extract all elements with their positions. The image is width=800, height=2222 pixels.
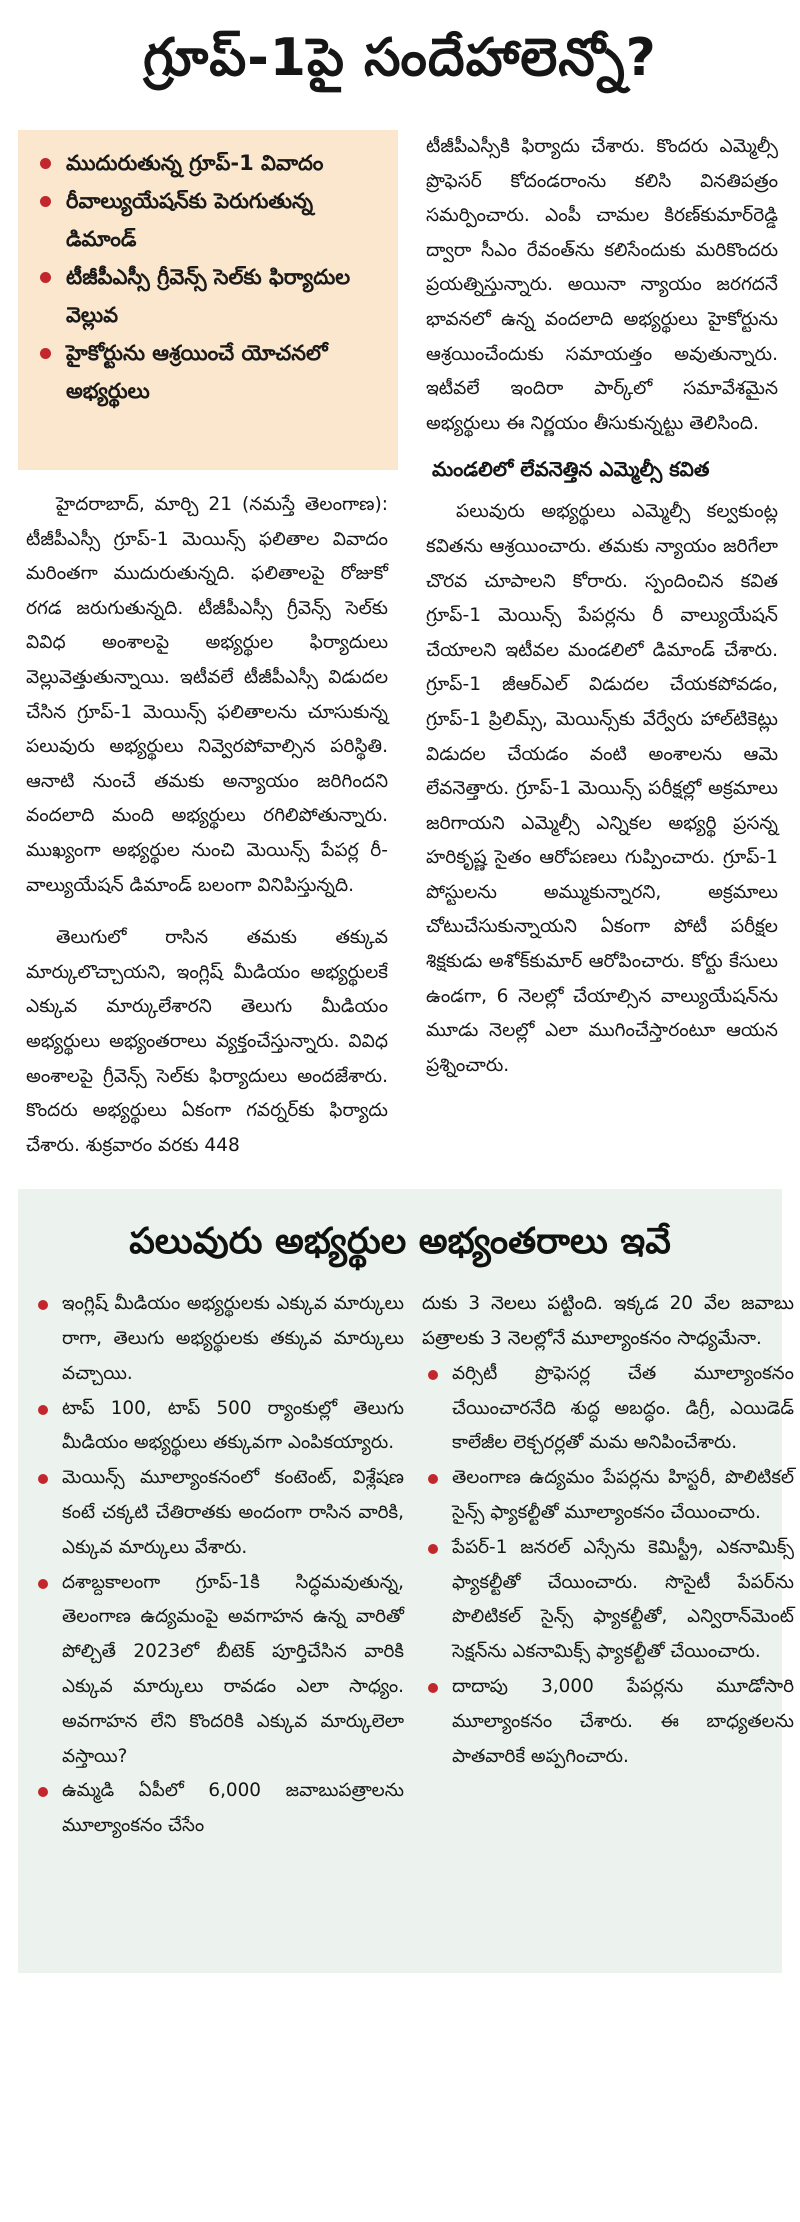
objection-item: మెయిన్స్ మూల్యాంకనంలో కంటెంట్, విశ్లేషణ కంటే చక్కటి చేతిరాతకు అందంగా రాసిన వారికి, ఎక్కువ మార్కులు వేశారు. (32, 1461, 404, 1565)
highlight-item: రీవాల్యుయేషన్‌కు పెరుగుతున్న డిమాండ్ (36, 182, 382, 258)
objection-item: టాప్ 100, టాప్ 500 ర్యాంకుల్లో తెలుగు మీడియం అభ్యర్థులు తక్కువగా ఎంపికయ్యారు. (32, 1392, 404, 1462)
highlight-item: హైకోర్టును ఆశ్రయించే యోచనలో అభ్యర్థులు (36, 334, 382, 410)
objection-item: వర్సిటీ ప్రొఫెసర్ల చేత మూల్యాంకనం చేయించారనేది శుద్ధ అబద్ధం. డిగ్రీ, ఎయిడెడ్ కాలేజీల లెక్చరర్లతో మమ అనిపించేశారు. (422, 1357, 794, 1461)
objections-right-column (422, 1287, 794, 1844)
highlight-item: టీజీపీఎస్సీ గ్రీవెన్స్ సెల్‌కు ఫిర్యాదుల వెల్లువ (36, 258, 382, 334)
objection-item: దాదాపు 3,000 పేపర్లను మూడోసారి మూల్యాంకనం చేశారు. ఈ బాధ్యతలను పాతవారికే అప్పగించారు. (422, 1670, 794, 1774)
highlight-item: ముదురుతున్న గ్రూప్-1 వివాదం (36, 144, 382, 182)
objections-left-column (32, 1287, 404, 1844)
article-paragraph: టీజీపీఎస్సీకి ఫిర్యాదు చేశారు. కొందరు ఎమ్మెల్సీ ప్రొఫెసర్ కోదండరాంను కలిసి వినతిపత్రం సమర్పించారు. ఎంపీ చామల కిరణ్‌కుమార్‌రెడ్డి ద్వారా సీఎం రేవంత్‌ను కలిసేందుకు మరికొందరు ప్రయత్నిస్తున్నారు. అయినా న్యాయం జరగదనే భావనలో ఉన్న వందలాది అభ్యర్థులు హైకోర్టును ఆశ్రయించేందుకు సమాయత్తం అవుతున్నారు. ఇటీవలే ఇందిరా పార్క్‌లో సమావేశమైన అభ్యర్థులు ఈ నిర్ణయం తీసుకున్నట్టు తెలిసింది. (426, 136, 778, 434)
objections-box (18, 1189, 794, 1973)
objection-item: పేపర్-1 జనరల్ ఎస్సేను కెమిస్ట్రీ, ఎకనామిక్స్ ఫ్యాకల్టీతో చేయించారు. సొసైటీ పేపర్‌ను పొలిటికల్ సైన్స్ ఫ్యాకల్టీతో, ఎన్విరాన్‌మెంట్ సెక్షన్‌ను ఎకనామిక్స్ ఫ్యాకల్టీతో చేయించారు. (422, 1531, 794, 1670)
objections-list (422, 1357, 794, 1775)
objection-item: దశాబ్దకాలంగా గ్రూప్-1కి సిద్ధమవుతున్న, తెలంగాణ ఉద్యమంపై అవగాహన ఉన్న వారితో పోల్చితే 2023లో బీటెక్ పూర్తిచేసిన వారికి ఎక్కువ మార్కులు రావడం ఎలా సాధ్యం. అవగాహన లేని కొందరికి ఎక్కువ మార్కులెలా వస్తాయి? (32, 1566, 404, 1775)
highlights-list (36, 144, 382, 410)
objections-title: పలువురు అభ్యర్థుల అభ్యంతరాలు ఇవే (129, 1221, 671, 1263)
article-paragraph: హైదరాబాద్, మార్చి 21 (నమస్తే తెలంగాణ): టీజీపీఎస్సీ గ్రూప్-1 మెయిన్స్ ఫలితాల వివాదం మరింతగా ముదురుతున్నది. ఫలితాలపై రోజుకో రగడ జరుగుతున్నది. టీజీపీఎస్సీ గ్రీవెన్స్ సెల్‌కు వివిధ అంశాలపై అభ్యర్థుల ఫిర్యాదులు వెల్లువెత్తుతున్నాయి. ఇటీవలే టీజీపీఎస్సీ విడుదల చేసిన గ్రూప్-1 మెయిన్స్ ఫలితాలను చూసుకున్న పలువురు అభ్యర్థులు నివ్వెరపోవాల్సిన పరిస్థితి. ఆనాటి నుంచే తమకు అన్యాయం జరిగిందని వందలాది మంది అభ్యర్థులు రగిలిపోతున్నారు. ముఖ్యంగా అభ్యర్థుల నుంచి మెయిన్స్ పేపర్ల రీ-వాల్యుయేషన్ డిమాండ్ బలంగా వినిపిస్తున్నది. (26, 494, 388, 896)
article-top (18, 130, 782, 1163)
objection-item: ఉమ్మడి ఏపీలో 6,000 జవాబుపత్రాలను మూల్యాంకనం చేసేం (32, 1774, 404, 1844)
objections-columns (32, 1287, 794, 1844)
objections-list (32, 1287, 404, 1844)
article-paragraph: తెలుగులో రాసిన తమకు తక్కువ మార్కులొచ్చాయని, ఇంగ్లిష్ మీడియం అభ్యర్థులకే ఎక్కువ మార్కులేశారని తెలుగు మీడియం అభ్యర్థులు అభ్యంతరాలు వ్యక్తంచేస్తున్నారు. వివిధ అంశాలపై గ్రీవెన్స్ సెల్‌కు ఫిర్యాదులు అందజేశారు. కొందరు అభ్యర్థులు ఏకంగా గవర్నర్‌కు ఫిర్యాదు చేశారు. శుక్రవారం వరకు 448 (26, 927, 388, 1156)
objection-continuation: దుకు 3 నెలలు పట్టింది. ఇక్కడ 20 వేల జవాబు పత్రాలకు 3 నెలల్లోనే మూల్యాంకనం సాధ్యమేనా. (422, 1293, 794, 1350)
article-left-column (18, 130, 398, 1163)
article-subhead: మండలిలో లేవనెత్తిన ఎమ్మెల్సీ కవిత (432, 457, 710, 482)
headline: గ్రూప్-1పై సందేహాలెన్నో? (143, 28, 657, 88)
article-right-column (418, 130, 782, 1163)
highlights-box (18, 130, 398, 470)
article-paragraph: పలువురు అభ్యర్థులు ఎమ్మెల్సీ కల్వకుంట్ల కవితను ఆశ్రయించారు. తమకు న్యాయం జరిగేలా చొరవ చూపాలని కోరారు. స్పందించిన కవిత గ్రూప్-1 మెయిన్స్ పేపర్లను రీ వాల్యుయేషన్ చేయాలని ఇటీవల మండలిలో డిమాండ్ చేశారు. గ్రూప్-1 జీఆర్‌ఎల్ విడుదల చేయకపోవడం, గ్రూప్-1 ప్రిలిమ్స్, మెయిన్స్‌కు వేర్వేరు హాల్‌టికెట్లు విడుదల చేయడం వంటి అంశాలను ఆమె లేవనెత్తారు. గ్రూప్-1 మెయిన్స్ పరీక్షల్లో అక్రమాలు జరిగాయని ఎమ్మెల్సీ ఎన్నికల అభ్యర్థి ప్రసన్న హరికృష్ణ సైతం ఆరోపణలు గుప్పించారు. గ్రూప్-1 పోస్టులను అమ్ముకున్నారని, అక్రమాలు చోటుచేసుకున్నాయని ఏకంగా పోటీ పరీక్షల శిక్షకుడు అశోక్‌కుమార్ ఆరోపించారు. కోర్టు కేసులు ఉండగా, 6 నెలల్లో చేయాల్సిన వాల్యుయేషన్‌ను మూడు నెలల్లో ఎలా ముగించేస్తారంటూ ఆయన ప్రశ్నించారు. (426, 501, 778, 1076)
objection-item: ఇంగ్లిష్ మీడియం అభ్యర్థులకు ఎక్కువ మార్కులు రాగా, తెలుగు అభ్యర్థులకు తక్కువ మార్కులు వచ్చాయి. (32, 1287, 404, 1391)
objection-item: తెలంగాణ ఉద్యమం పేపర్లను హిస్టరీ, పొలిటికల్ సైన్స్ ఫ్యాకల్టీతో మూల్యాంకనం చేయించారు. (422, 1461, 794, 1531)
